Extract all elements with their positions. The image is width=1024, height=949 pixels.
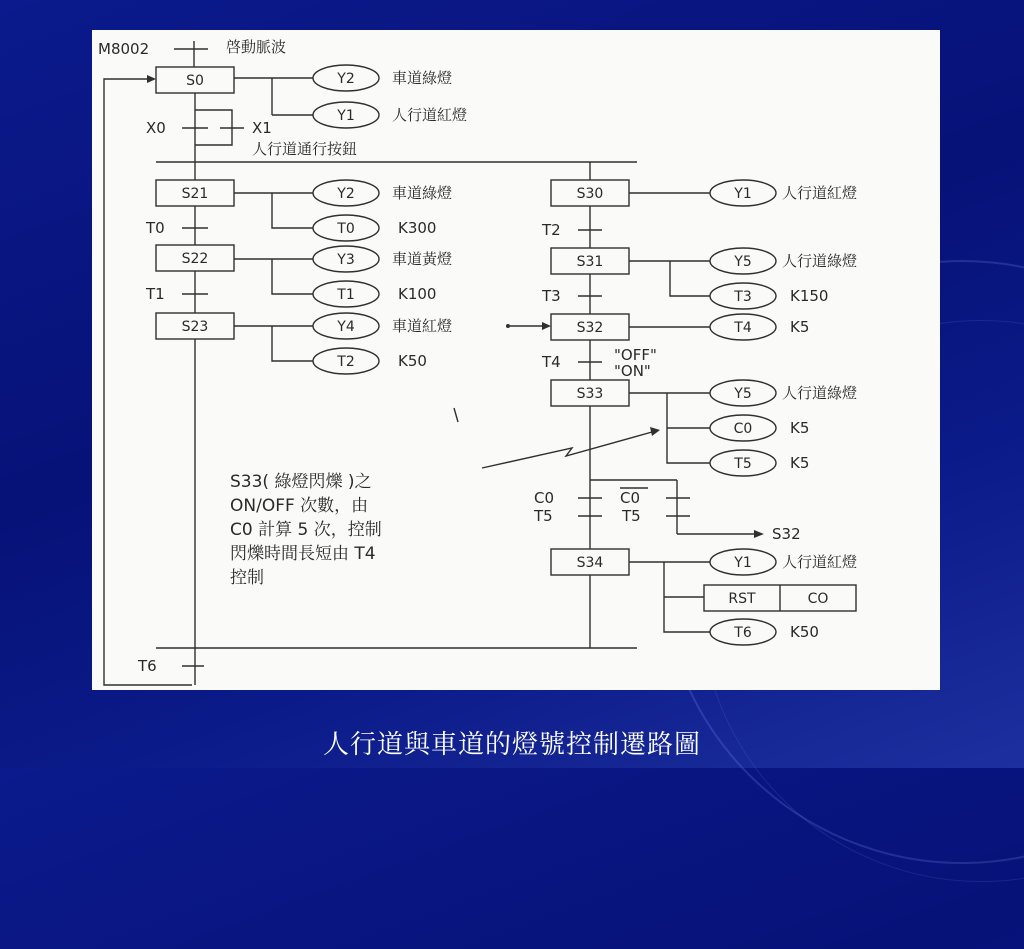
- output-label-s21-y2: Y2: [337, 186, 355, 202]
- output-desc-s31-y5: 人行道綠燈: [782, 252, 858, 270]
- output-label-s31-t3: T3: [734, 289, 752, 305]
- state-label-s34: S34: [576, 555, 604, 571]
- note-pointer-line: [482, 432, 652, 468]
- output-label-s31-y5: Y5: [734, 254, 752, 270]
- note-line-4: 閃爍時間長短由 T4: [230, 544, 376, 564]
- sfc-state-transition-diagram: [92, 30, 940, 690]
- output-const-s33-c0: K5: [790, 419, 810, 437]
- t4-on-label: "ON": [614, 362, 651, 380]
- output-label-s33-y5: Y5: [734, 386, 752, 402]
- s23-output-branch: [272, 326, 314, 361]
- output-const-s33-t5: K5: [790, 454, 810, 472]
- slide-caption: 人行道與車道的燈號控制遷路圖: [322, 730, 701, 760]
- start-label: 啓動脈波: [226, 38, 287, 56]
- start-contact-label: M8002: [98, 40, 150, 58]
- stray-mark: [454, 408, 458, 422]
- note-line-3: C0 計算 5 次，控制: [230, 520, 382, 540]
- transition-x0: X0: [146, 119, 166, 137]
- output-label-s0-y1: Y1: [337, 108, 355, 124]
- output-label-s34-t6: T6: [734, 625, 752, 641]
- output-desc-s33-y5: 人行道綠燈: [782, 384, 858, 402]
- state-label-s33: S33: [576, 386, 604, 402]
- jump-arrow: [754, 530, 764, 538]
- output-desc-s30-y1: 人行道紅燈: [782, 184, 858, 202]
- transition-c0: C0: [534, 489, 555, 507]
- output-desc-s0-y1: 人行道紅燈: [392, 106, 468, 124]
- output-label-s33-t5: T5: [734, 456, 752, 472]
- output-label-s30-y1: Y1: [734, 186, 752, 202]
- jump-target-s32: S32: [772, 525, 801, 543]
- rst-operand: CO: [807, 591, 829, 607]
- output-desc-s0-y2: 車道綠燈: [392, 69, 453, 87]
- output-desc-s34-y1: 人行道紅燈: [782, 553, 858, 571]
- output-desc-s21-y2: 車道綠燈: [392, 184, 453, 202]
- output-label-s23-y4: Y4: [337, 319, 355, 335]
- state-label-s32: S32: [576, 320, 604, 336]
- transition-t5-left: T5: [534, 507, 553, 525]
- output-const-s32-t4: K5: [790, 318, 810, 336]
- link-dot: [506, 324, 510, 328]
- transition-t5-right: T5: [622, 507, 641, 525]
- state-label-s0: S0: [186, 73, 204, 89]
- transition-x1: X1: [252, 119, 272, 137]
- note-pointer-arrow: [650, 427, 660, 436]
- s21-output-branch: [272, 193, 314, 228]
- t4-off-label: "OFF": [614, 346, 657, 364]
- transition-t0: T0: [146, 219, 165, 237]
- output-label-s34-y1: Y1: [734, 555, 752, 571]
- output-label-s0-y2: Y2: [337, 71, 355, 87]
- transition-t6: T6: [138, 657, 157, 675]
- state-label-s23: S23: [181, 319, 209, 335]
- output-label-s23-t2: T2: [337, 354, 355, 370]
- note-line-1: S33( 綠燈閃爍 )之: [230, 472, 372, 492]
- state-label-s22: S22: [181, 251, 209, 267]
- state-label-s30: S30: [576, 186, 604, 202]
- transition-t3: T3: [542, 287, 561, 305]
- transition-t1: T1: [146, 285, 165, 303]
- output-desc-s22-y3: 車道黃燈: [392, 250, 453, 268]
- transition-x1-desc: 人行道通行按鈕: [252, 140, 358, 158]
- return-loop-arrow: [147, 75, 156, 83]
- s22-output-branch: [272, 259, 314, 294]
- output-label-s32-t4: T4: [734, 320, 752, 336]
- note-line-5: 控制: [230, 568, 264, 588]
- diagram-panel: [92, 30, 940, 690]
- output-label-s22-y3: Y3: [337, 252, 355, 268]
- state-label-s31: S31: [576, 254, 604, 270]
- transition-t2: T2: [542, 221, 561, 239]
- output-desc-s23-y4: 車道紅燈: [392, 317, 453, 335]
- output-label-s22-t1: T1: [337, 287, 355, 303]
- rst-label: RST: [728, 591, 756, 607]
- output-const-s21-t0: K300: [398, 219, 437, 237]
- transition-c0-bar: C0: [620, 489, 641, 507]
- output-const-s31-t3: K150: [790, 287, 829, 305]
- output-const-s23-t2: K50: [398, 352, 427, 370]
- output-const-s22-t1: K100: [398, 285, 437, 303]
- state-label-s21: S21: [181, 186, 209, 202]
- output-label-s21-t0: T0: [337, 221, 355, 237]
- s31-output-branch: [670, 261, 710, 296]
- y4-to-s32-arrow: [542, 322, 551, 330]
- return-loop-line: [104, 79, 192, 685]
- output-const-s34-t6: K50: [790, 623, 819, 641]
- output-label-s33-c0: C0: [733, 421, 753, 437]
- transition-t4: T4: [542, 353, 561, 371]
- note-line-2: ON/OFF 次數，由: [230, 496, 369, 516]
